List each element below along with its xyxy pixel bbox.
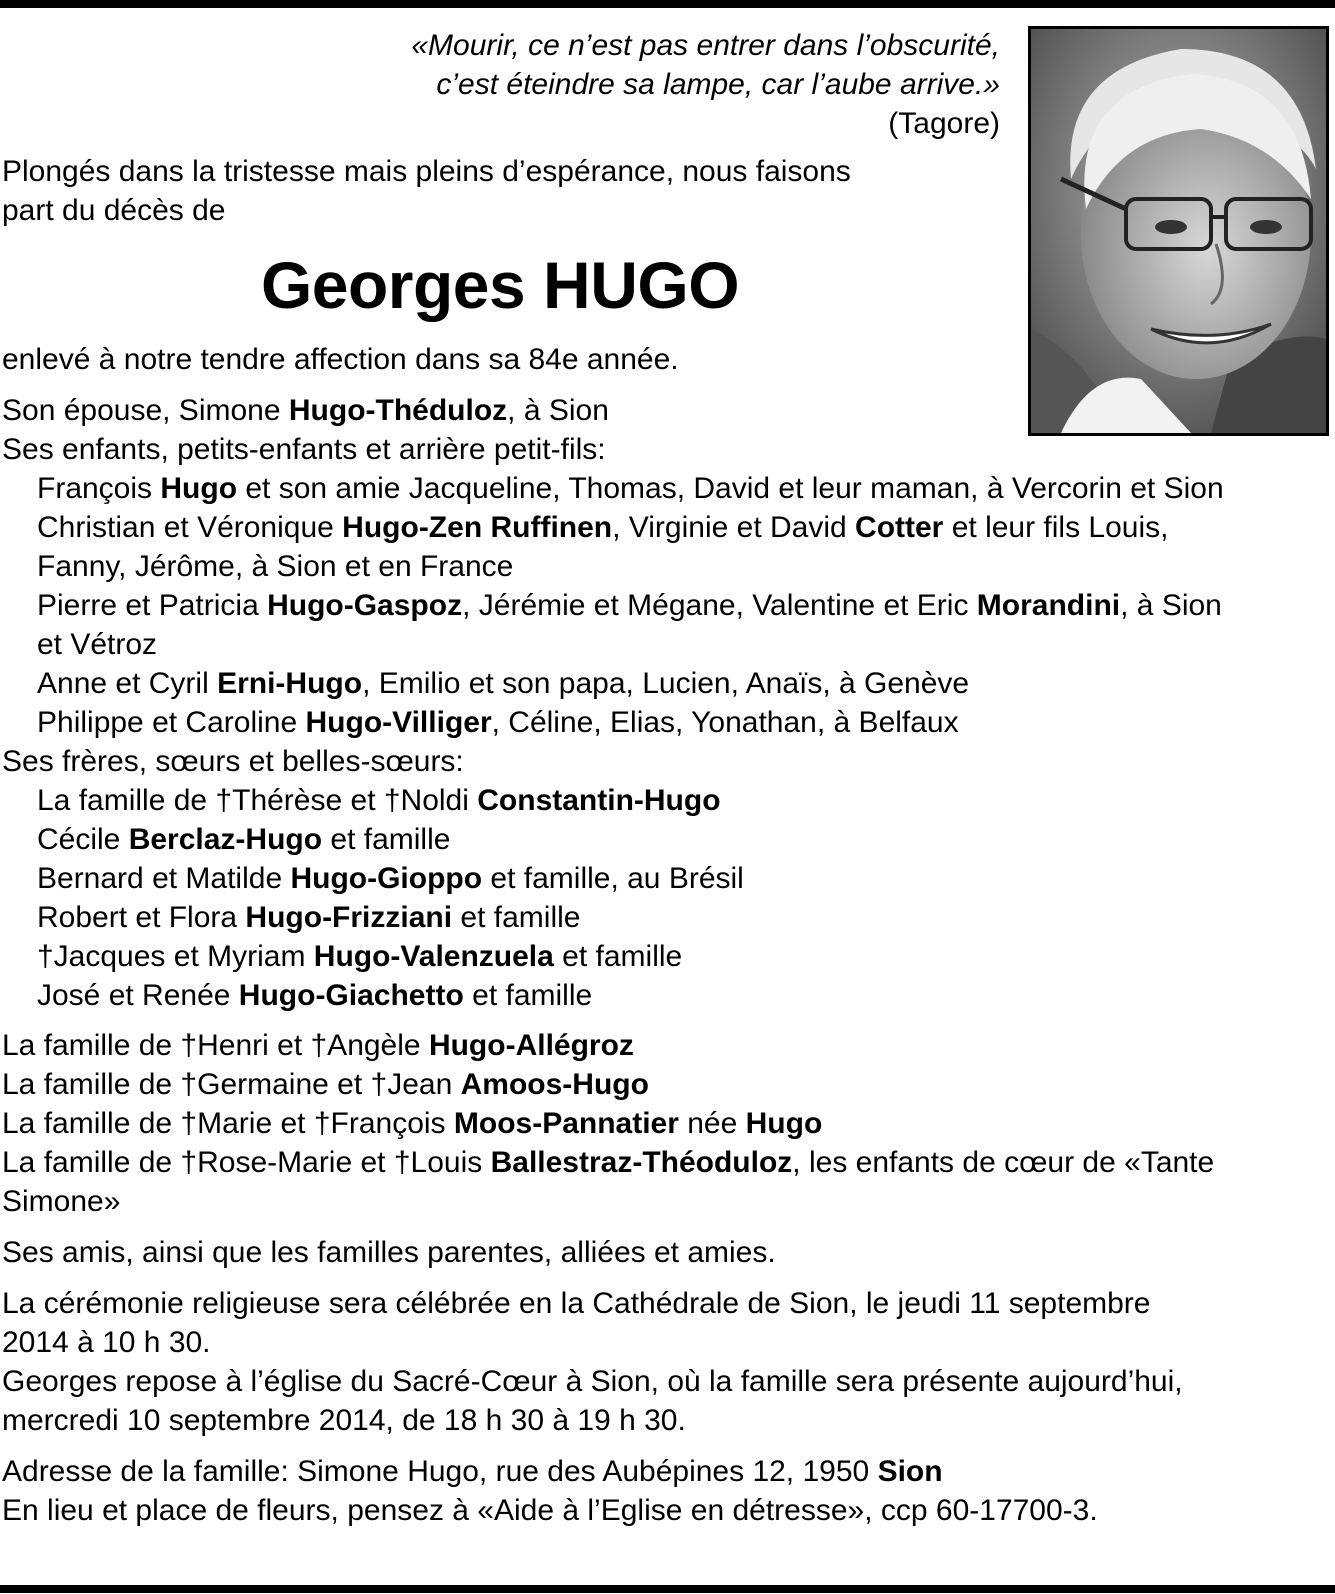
- child-line-6: Anne et Cyril Erni-Hugo, Emilio et son papa, Lucien, Anaïs, à Genève: [37, 667, 970, 700]
- child-line-4: Pierre et Patricia Hugo-Gaspoz, Jérémie et Mégane, Valentine et Eric Morandini, à Sion: [37, 589, 1222, 622]
- ceremony-line-4: mercredi 10 septembre 2014, de 18 h 30 à 19 h 30.: [2, 1404, 686, 1437]
- address-line: Adresse de la famille: Simone Hugo, rue des Aubépines 12, 1950 Sion: [2, 1455, 943, 1488]
- siblings-heading: Ses frères, sœurs et belles-sœurs:: [2, 745, 464, 778]
- ceremony-line-2: 2014 à 10 h 30.: [2, 1326, 211, 1359]
- child-line-7: Philippe et Caroline Hugo-Villiger, Céline, Elias, Yonathan, à Belfaux: [37, 706, 959, 739]
- intro-line-1: Plongés dans la tristesse mais pleins d’espérance, nous faisons: [2, 155, 851, 188]
- portrait-photo: [1028, 26, 1329, 436]
- quote-line-2: c’est éteindre sa lampe, car l’aube arrive.»: [436, 68, 1000, 101]
- sibling-line-3: Bernard et Matilde Hugo-Gioppo et famille, au Brésil: [37, 862, 744, 895]
- family-line-3: La famille de †Marie et †François Moos-Pannatier née Hugo: [2, 1107, 823, 1140]
- sibling-line-6: José et Renée Hugo-Giachetto et famille: [37, 979, 593, 1012]
- flowers-line: En lieu et place de fleurs, pensez à «Aide à l’Eglise en détresse», ccp 60-17700-3.: [2, 1494, 1098, 1527]
- spouse-post: , à Sion: [507, 394, 609, 427]
- child-line-1: François Hugo et son amie Jacqueline, Thomas, David et leur maman, à Vercorin et Sion: [37, 472, 1224, 505]
- sibling-line-4: Robert et Flora Hugo-Frizziani et famille: [37, 901, 581, 934]
- child-line-3: Fanny, Jérôme, à Sion et en France: [37, 550, 514, 583]
- quote-author: (Tagore): [888, 107, 1000, 140]
- age-line: enlevé à notre tendre affection dans sa 84e année.: [2, 343, 679, 376]
- child-line-5: et Vétroz: [37, 628, 158, 661]
- family-line-5: Simone»: [2, 1185, 121, 1218]
- sibling-line-1: La famille de †Thérèse et †Noldi Constantin-Hugo: [37, 784, 721, 817]
- family-line-1: La famille de †Henri et †Angèle Hugo-Allégroz: [2, 1029, 634, 1062]
- spouse-line: [2, 391, 609, 430]
- epigraph: [411, 26, 1000, 143]
- portrait-image: [1031, 29, 1326, 433]
- intro-line-2: part du décès de: [2, 194, 226, 227]
- sibling-line-5: †Jacques et Myriam Hugo-Valenzuela et famille: [37, 940, 683, 973]
- deceased-name: Georges HUGO: [260, 248, 740, 322]
- bottom-rule: [0, 1585, 1335, 1593]
- children-heading: Ses enfants, petits-enfants et arrière petit-fils:: [2, 433, 606, 466]
- friends-line: Ses amis, ainsi que les familles parentes, alliées et amies.: [2, 1236, 776, 1269]
- spouse-surname: Hugo-Théduloz: [288, 394, 508, 427]
- top-rule: [0, 0, 1335, 8]
- spouse-pre: Son épouse, Simone: [2, 394, 289, 427]
- sibling-line-2: Cécile Berclaz-Hugo et famille: [37, 823, 451, 856]
- quote-line-1: «Mourir, ce n’est pas entrer dans l’obscurité,: [411, 29, 1000, 62]
- family-line-4: La famille de †Rose-Marie et †Louis Ballestraz-Théoduloz, les enfants de cœur de «Tante: [2, 1146, 1215, 1179]
- ceremony-line-1: La cérémonie religieuse sera célébrée en la Cathédrale de Sion, le jeudi 11 septembre: [2, 1287, 1151, 1320]
- ceremony-line-3: Georges repose à l’église du Sacré-Cœur à Sion, où la famille sera présente aujourd’hui,: [2, 1365, 1183, 1398]
- family-line-2: La famille de †Germaine et †Jean Amoos-Hugo: [2, 1068, 649, 1101]
- child-line-2: Christian et Véronique Hugo-Zen Ruffinen, Virginie et David Cotter et leur fils Louis,: [37, 511, 1169, 544]
